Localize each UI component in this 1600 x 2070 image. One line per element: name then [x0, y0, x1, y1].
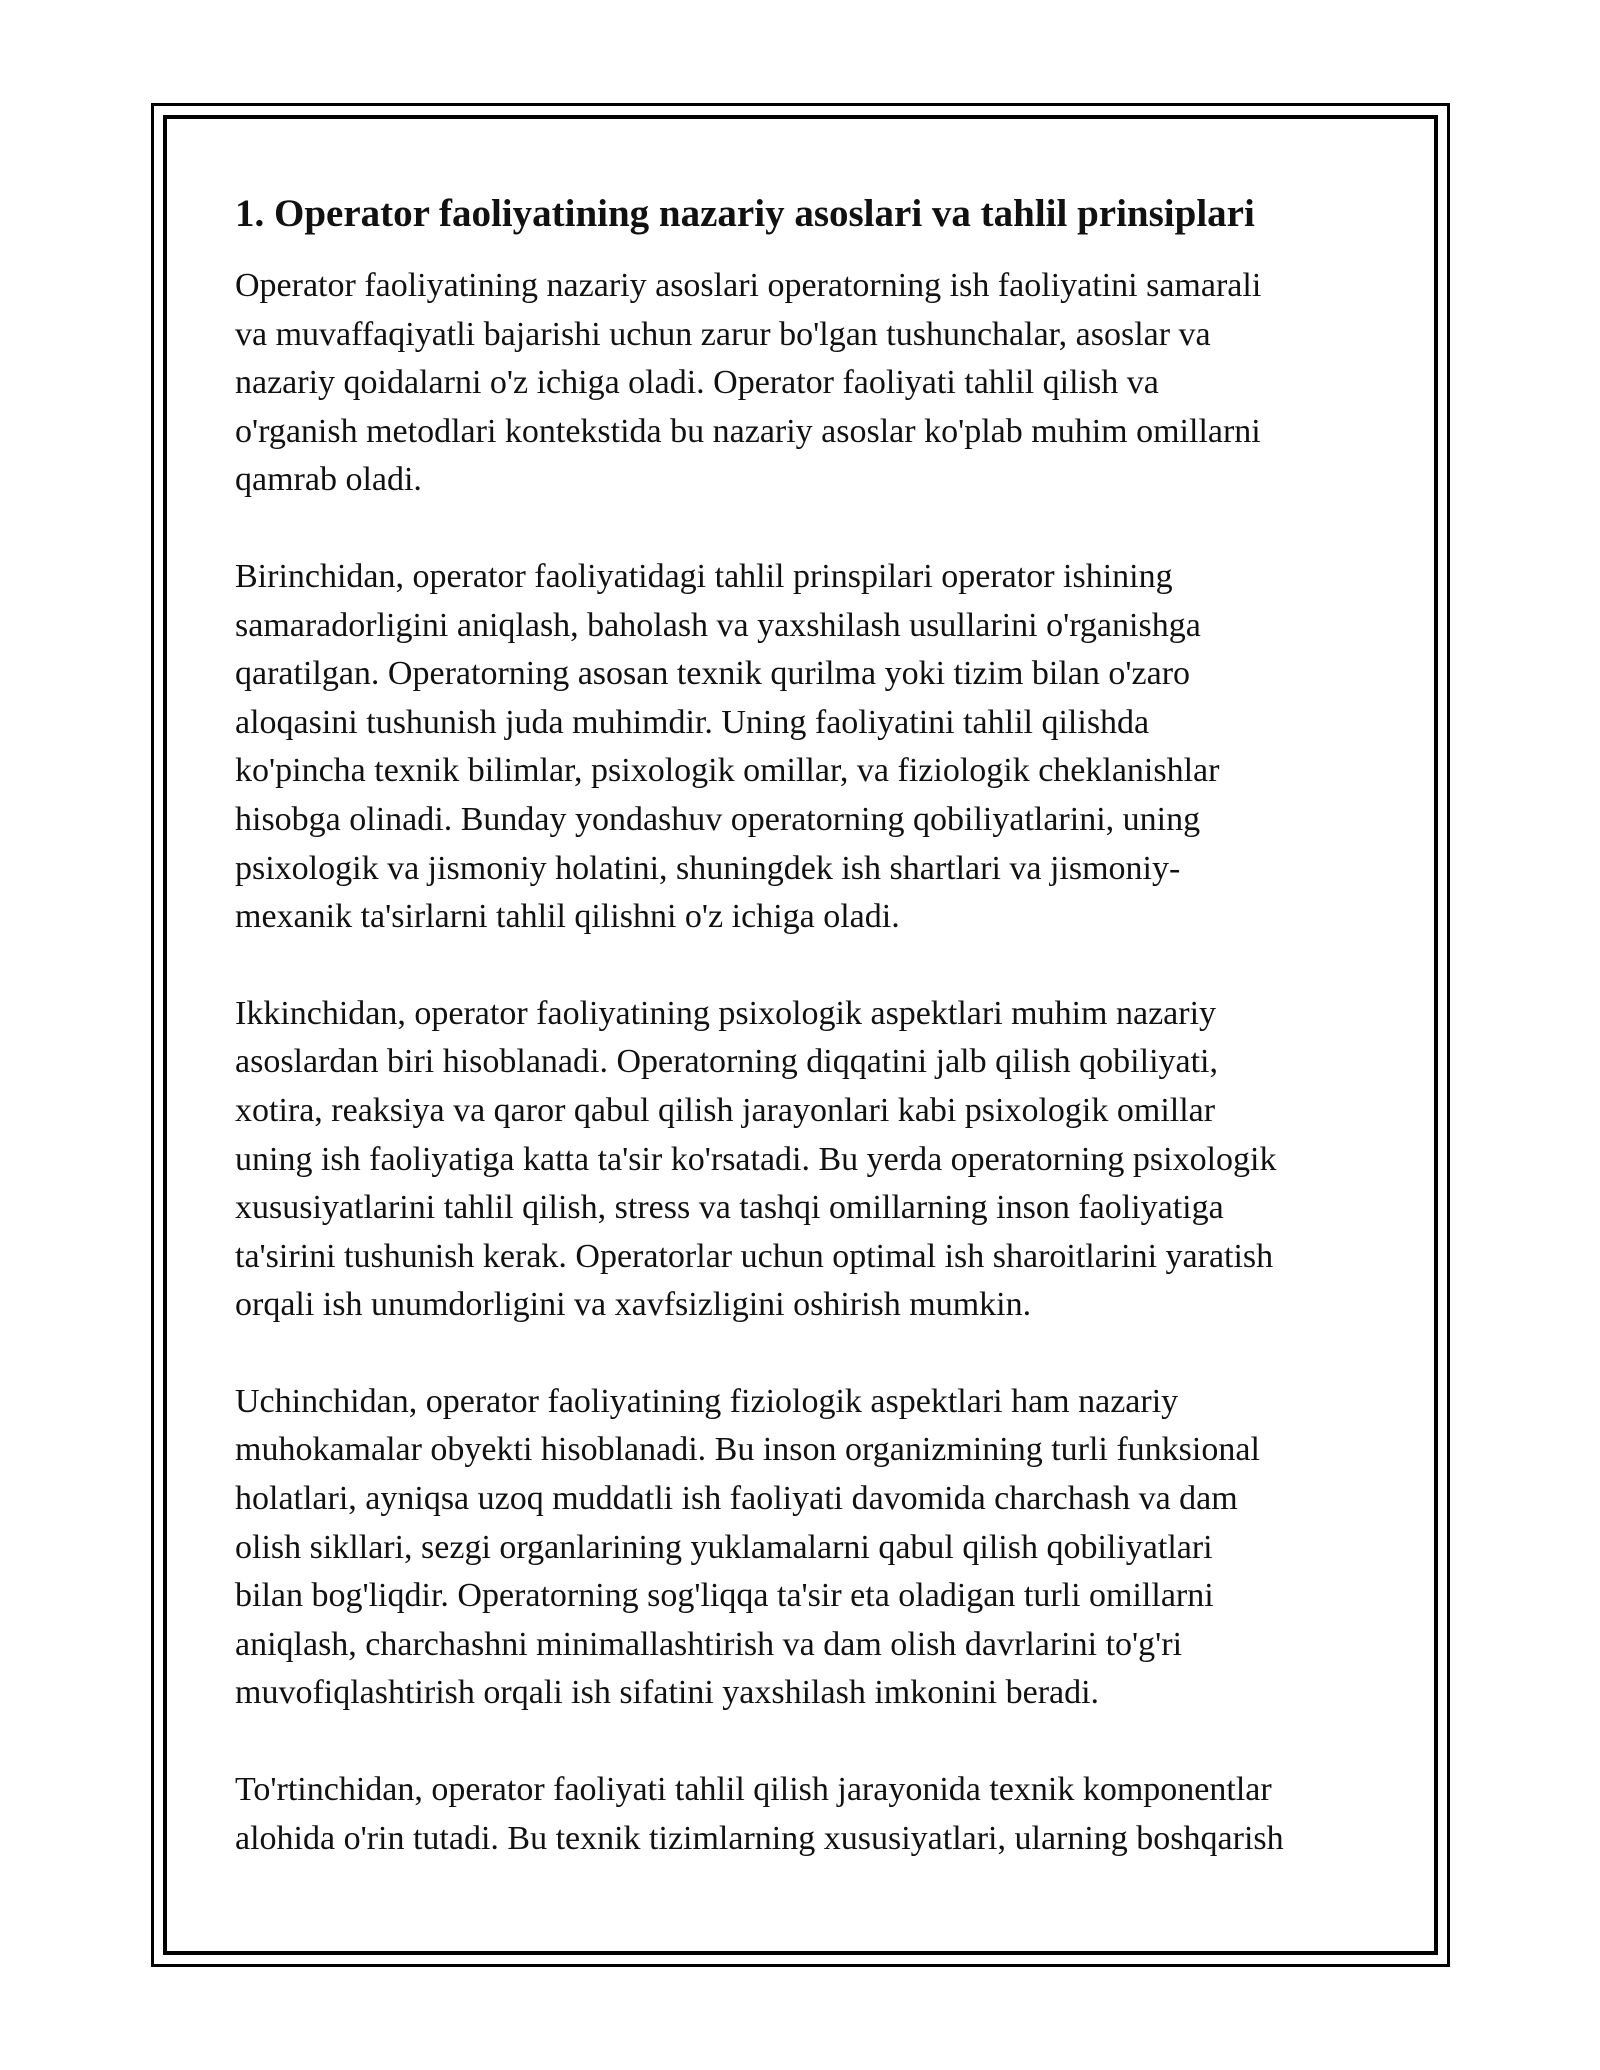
text-line: ta'sirini tushunish kerak. Operatorlar uchun optimal ish sharoitlarini yaratish — [235, 1237, 1274, 1275]
paragraph-3 — [235, 990, 1380, 1330]
text-line: xotira, reaksiya va qaror qabul qilish jarayonlari kabi psixologik omillar — [235, 1091, 1216, 1129]
text-line: holatlari, ayniqsa uzoq muddatli ish faoliyati davomida charchash va dam — [235, 1480, 1238, 1518]
text-line: asoslardan biri hisoblanadi. Operatorning diqqatini jalb qilish qobiliyati, — [235, 1043, 1218, 1081]
paragraph-2 — [235, 553, 1380, 942]
text-line: ko'pincha texnik bilimlar, psixologik omillar, va fiziologik cheklanishlar — [235, 752, 1220, 790]
text-line: Operator faoliyatining nazariy asoslari operatorning ish faoliyatini samarali — [235, 267, 1262, 304]
section-heading: 1. Operator faoliyatining nazariy asoslari va tahlil prinsiplari — [235, 192, 1255, 235]
text-line: hisobga olinadi. Bunday yondashuv operatorning qobiliyatlarini, uning — [235, 800, 1201, 838]
text-line: olish sikllari, sezgi organlarining yuklamalarni qabul qilish qobiliyatlari — [235, 1528, 1213, 1566]
text-line: bilan bog'liqdir. Operatorning sog'liqqa ta'sir eta oladigan turli omillarni — [235, 1577, 1214, 1615]
document-body — [235, 186, 1380, 1911]
text-line: nazariy qoidalarni o'z ichiga oladi. Operator faoliyati tahlil qilish va — [235, 364, 1159, 402]
paragraph-1 — [235, 262, 1380, 505]
text-line: aloqasini tushunish juda muhimdir. Uning faoliyatini tahlil qilishda — [235, 703, 1150, 741]
paragraph-4 — [235, 1378, 1380, 1718]
text-line: alohida o'rin tutadi. Bu texnik tizimlarning xususiyatlari, ularning boshqarish — [235, 1819, 1284, 1857]
text-line: o'rganish metodlari kontekstida bu nazariy asoslar ko'plab muhim omillarni — [235, 412, 1261, 450]
text-line: samaradorligini aniqlash, baholash va yaxshilash usullarini o'rganishga — [235, 606, 1201, 644]
text-line: va muvaffaqiyatli bajarishi uchun zarur bo'lgan tushunchalar, asoslar va — [235, 315, 1211, 353]
text-line: aniqlash, charchashni minimallashtirish va dam olish davrlarini to'g'ri — [235, 1625, 1183, 1663]
text-line: mexanik ta'sirlarni tahlil qilishni o'z ichiga oladi. — [235, 898, 900, 936]
paragraph-5 — [235, 1766, 1380, 1863]
text-line: uning ish faoliyatiga katta ta'sir ko'rsatadi. Bu yerda operatorning psixologik — [235, 1140, 1277, 1178]
text-line: psixologik va jismoniy holatini, shuningdek ish shartlari va jismoniy- — [235, 849, 1181, 887]
text-line: qaratilgan. Operatorning asosan texnik qurilma yoki tizim bilan o'zaro — [235, 655, 1191, 693]
text-line: muvofiqlashtirish orqali ish sifatini yaxshilash imkonini beradi. — [235, 1674, 1100, 1712]
text-line: Ikkinchidan, operator faoliyatining psixologik aspektlari muhim nazariy — [235, 994, 1217, 1032]
text-line: orqali ish unumdorligini va xavfsizligini oshirish mumkin. — [235, 1286, 1032, 1324]
text-line: xususiyatlarini tahlil qilish, stress va tashqi omillarning inson faoliyatiga — [235, 1189, 1224, 1227]
text-line: Birinchidan, operator faoliyatidagi tahlil prinspilari operator ishining — [235, 557, 1173, 595]
text-line: To'rtinchidan, operator faoliyati tahlil qilish jarayonida texnik komponentlar — [235, 1771, 1272, 1809]
text-line: qamrab oladi. — [235, 461, 422, 499]
text-line: Uchinchidan, operator faoliyatining fiziologik aspektlari ham nazariy — [235, 1382, 1179, 1420]
text-line: muhokamalar obyekti hisoblanadi. Bu inson organizmining turli funksional — [235, 1431, 1260, 1469]
